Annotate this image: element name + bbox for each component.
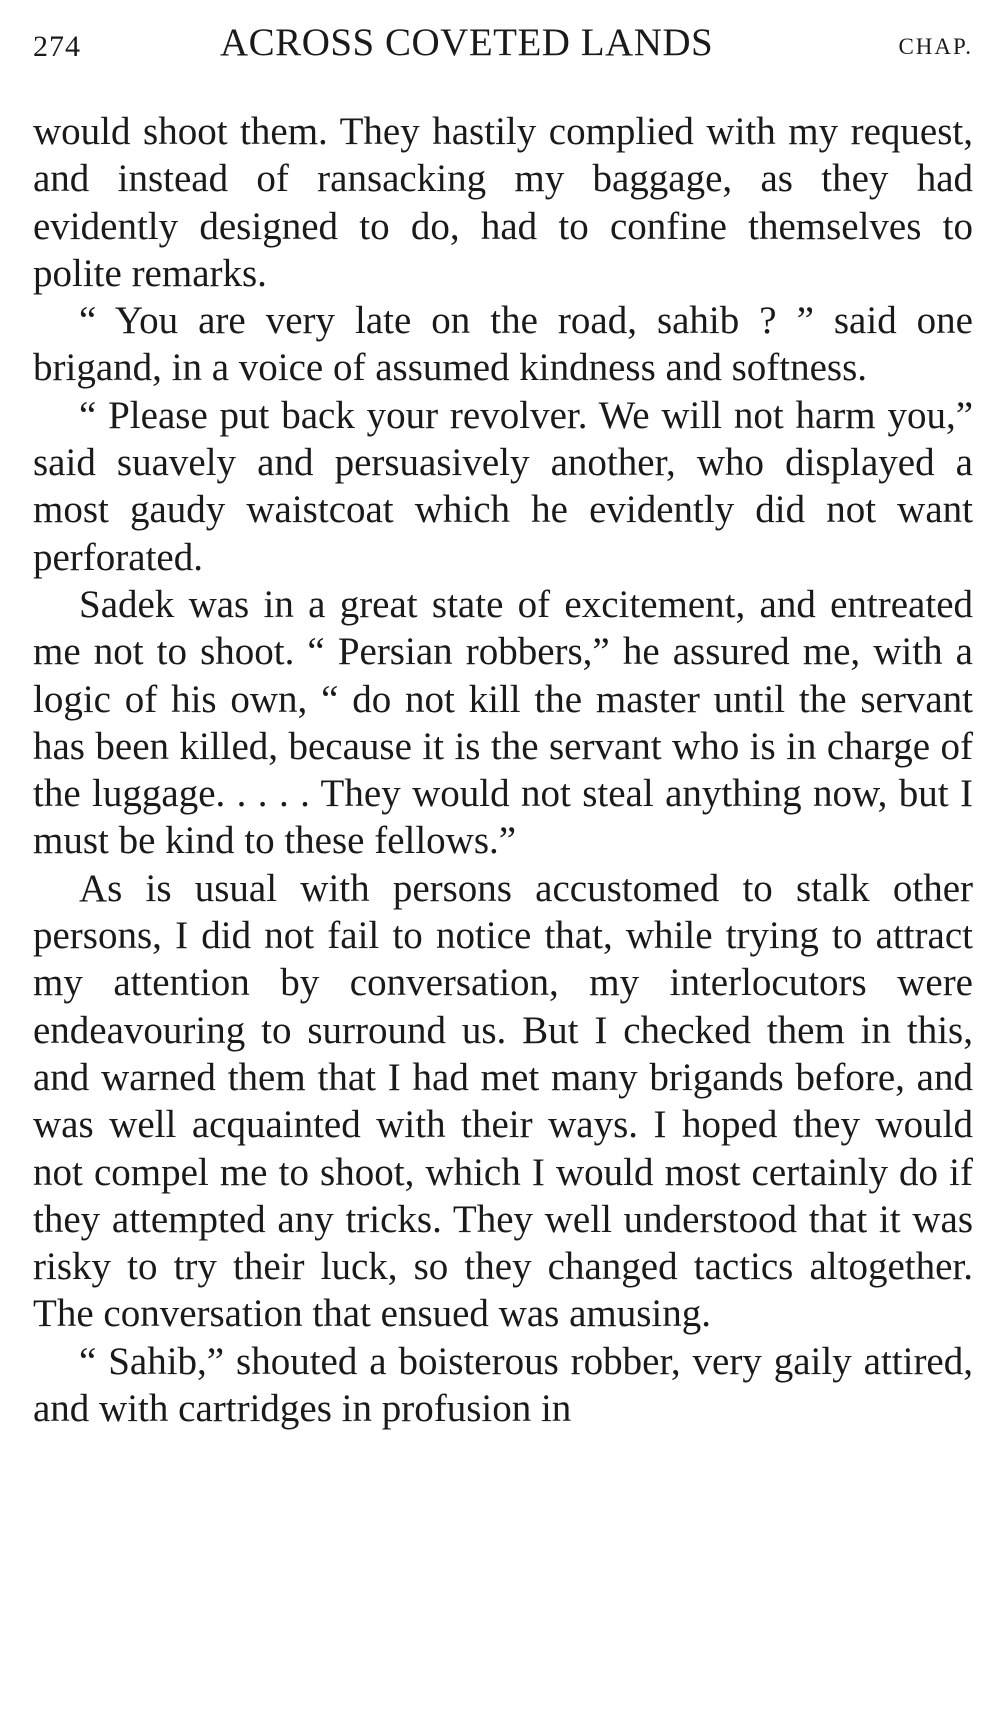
paragraph: Sadek was in a great state of excitement, and entreated me not to shoot. “ Persian robbers,” he assured me, with a logic of his own, “ do not kill the master until the servant has been killed, because it is the servant who is in charge of the luggage. . . . . They would not steal anything now, but I must be kind to these fellows.” — [33, 582, 973, 863]
page-number: 274 — [33, 30, 81, 63]
book-page — [33, 14, 973, 1432]
paragraph: “ Please put back your revolver. We will not harm you,” said suavely and persuasively another, who displayed a most gaudy waistcoat which he evidently did not want perforated. — [33, 393, 973, 579]
running-title: ACROSS COVETED LANDS — [220, 21, 714, 64]
chapter-label: CHAP. — [898, 34, 973, 59]
paragraph: “ Sahib,” shouted a boisterous robber, very gaily attired, and with cartridges in profusion in — [33, 1339, 973, 1431]
body-text — [33, 108, 973, 1432]
page-header — [33, 14, 973, 80]
paragraph: would shoot them. They hastily complied with my request, and instead of ransacking my baggage, as they had evidently designed to do, had to confine themselves to polite remarks. — [33, 110, 973, 295]
paragraph: As is usual with persons accustomed to stalk other persons, I did not fail to notice that, while trying to attract my attention by conversation, my interlocutors were endeavouring to surround us. But I checked them in this, and warned them that I had met many brigands before, and was well acquainted with their ways. I hoped they would not compel me to shoot, which I would most certainly do if they attempted any tricks. They well understood that it was risky to try their luck, so they changed tactics altogether. The conversation that ensued was amusing. — [33, 866, 973, 1336]
paragraph: “ You are very late on the road, sahib ? ” said one brigand, in a voice of assumed kindness and softness. — [33, 299, 973, 390]
